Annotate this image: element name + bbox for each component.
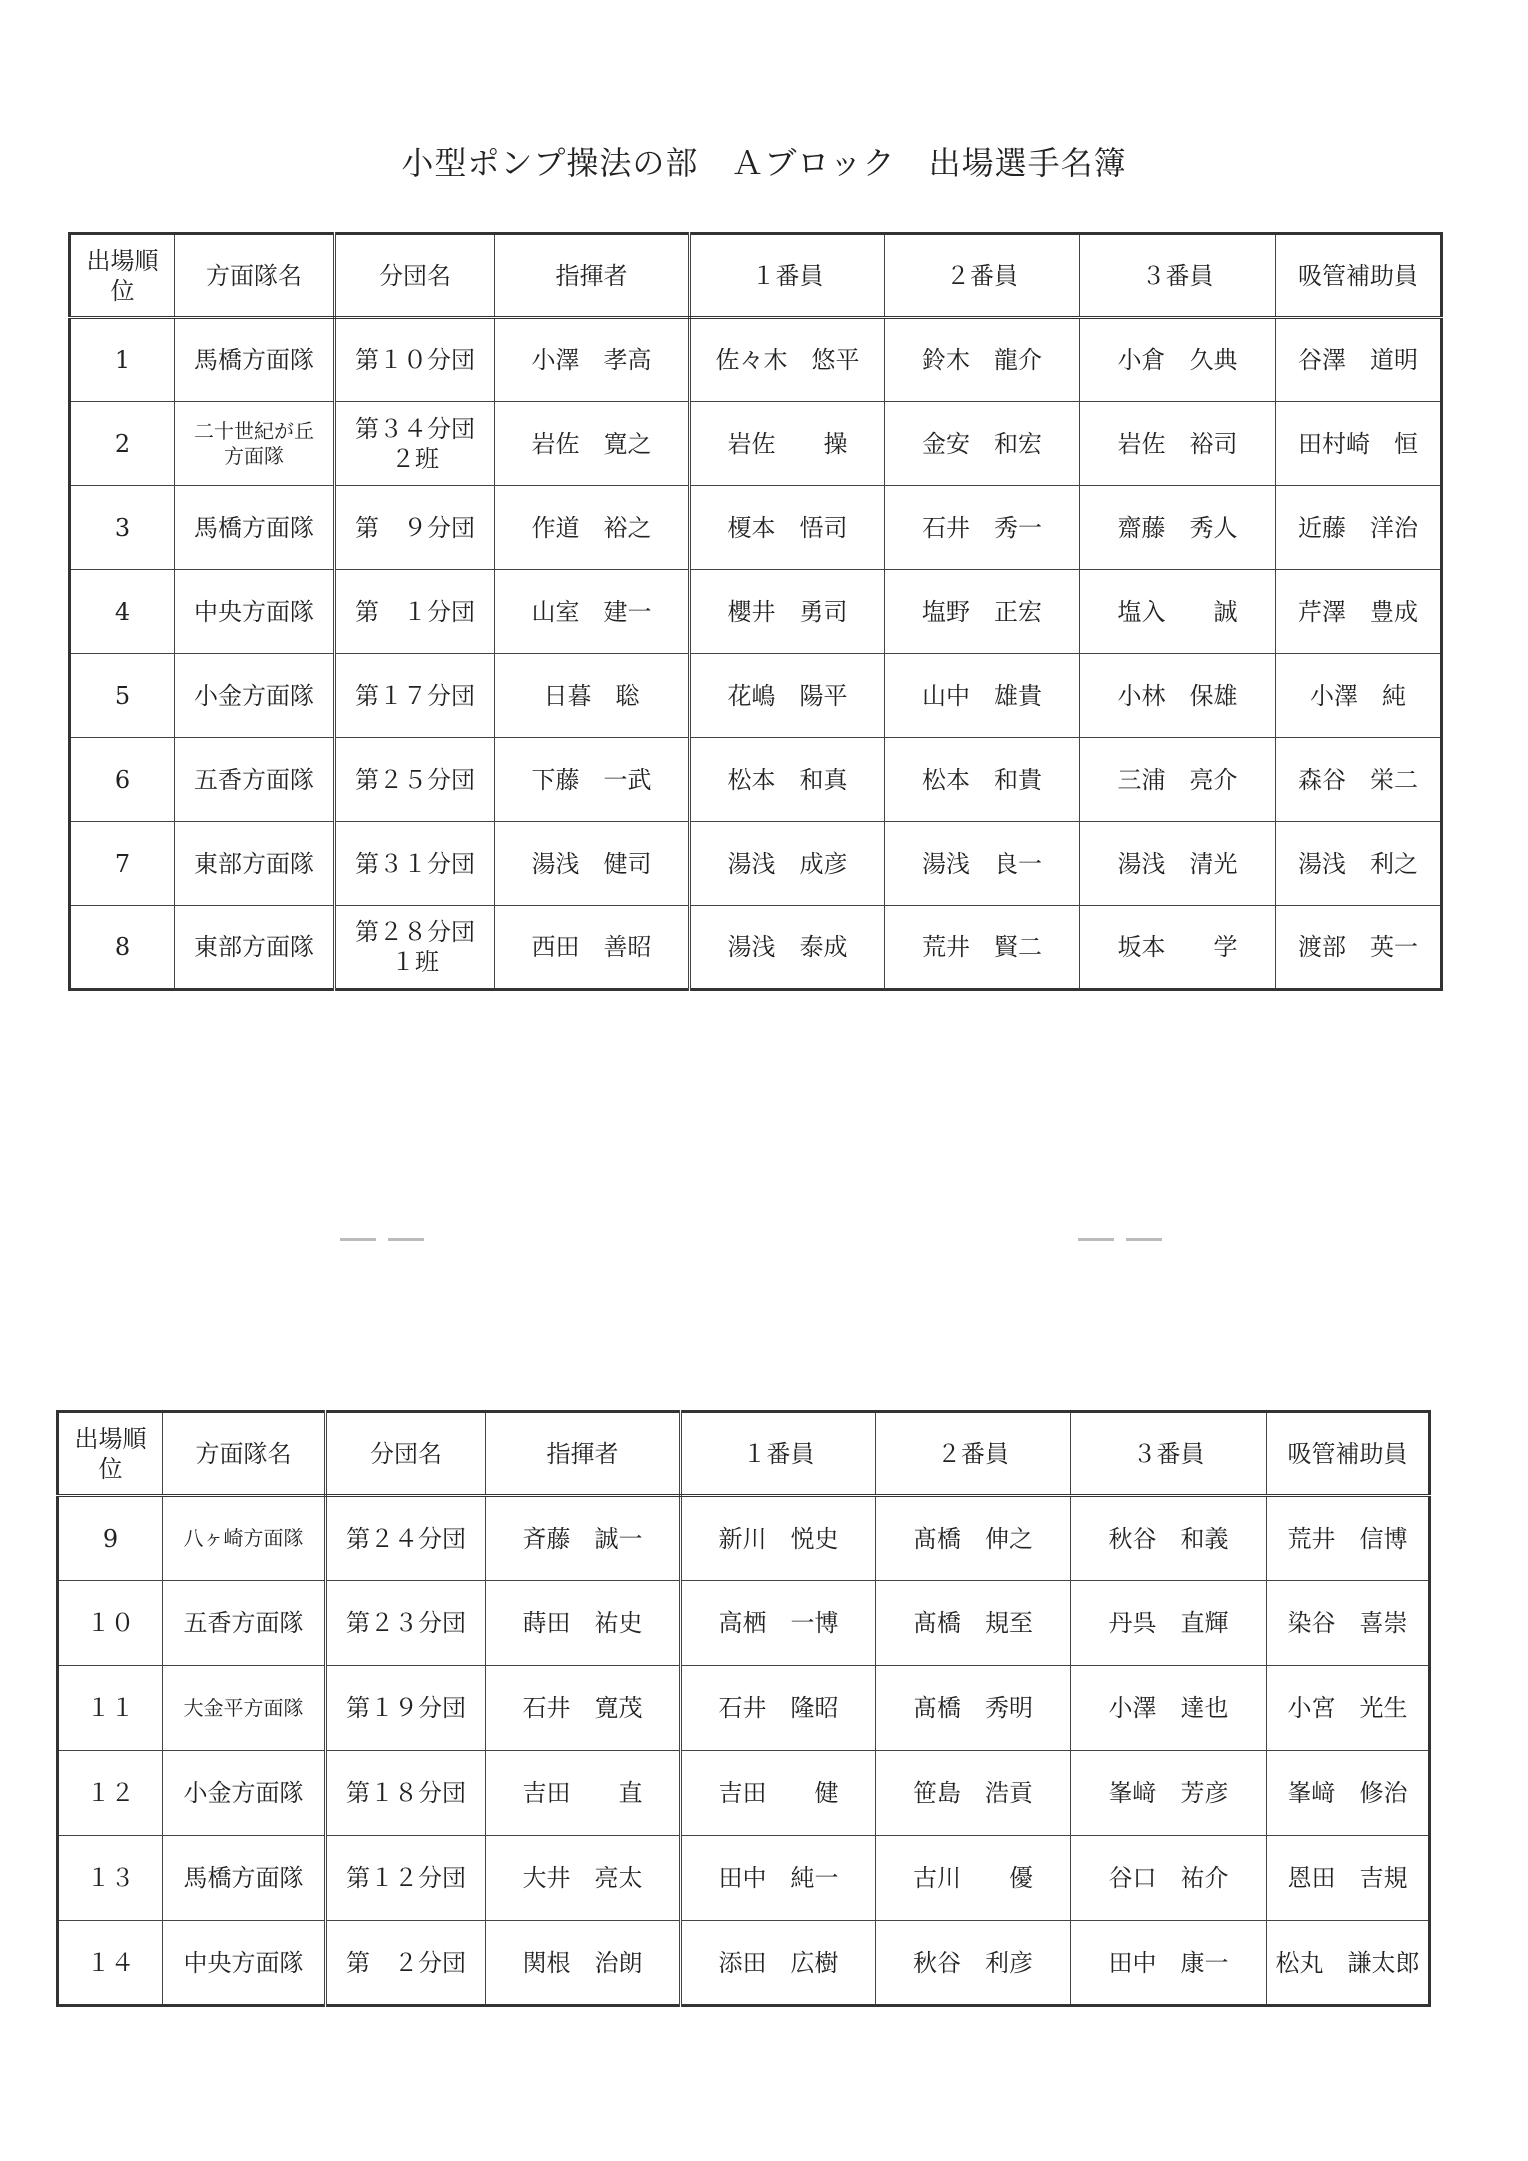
assistant-cell: 松丸 謙太郎 [1267,1921,1430,2006]
member1-cell: 石井 隆昭 [681,1666,876,1751]
commander-cell: 吉田 直 [486,1751,681,1836]
member1-cell: 高栖 一博 [681,1581,876,1666]
member2-cell: 石井 秀一 [885,486,1080,570]
header-member3: ３番員 [1071,1412,1267,1496]
member2-cell: 松本 和貴 [885,738,1080,822]
district-cell: 馬橋方面隊 [175,318,335,402]
commander-cell: 日暮 聡 [495,654,690,738]
member3-cell: 谷口 祐介 [1071,1836,1267,1921]
assistant-cell: 渡部 英一 [1276,906,1442,990]
branch-cell: 第 １分団 [335,570,495,654]
order-cell: １１ [58,1666,163,1751]
member2-cell: 髙橋 伸之 [876,1496,1071,1581]
assistant-cell: 恩田 吉規 [1267,1836,1430,1921]
member2-cell: 湯浅 良一 [885,822,1080,906]
table-row [70,654,1442,738]
member3-cell: 丹呉 直輝 [1071,1581,1267,1666]
member3-cell: 田中 康一 [1071,1921,1267,2006]
branch-cell: 第１０分団 [335,318,495,402]
table-row [58,1751,1430,1836]
member1-cell: 新川 悦史 [681,1496,876,1581]
separator-dash [1078,1238,1114,1241]
header-order: 出場順位 [70,234,175,318]
order-cell: 1 [70,318,175,402]
table-row [58,1666,1430,1751]
member3-cell: 小倉 久典 [1080,318,1276,402]
table-row [70,486,1442,570]
assistant-cell: 近藤 洋治 [1276,486,1442,570]
branch-cell: 第２４分団 [326,1496,486,1581]
member3-cell: 峯﨑 芳彦 [1071,1751,1267,1836]
member3-cell: 小澤 達也 [1071,1666,1267,1751]
assistant-cell: 湯浅 利之 [1276,822,1442,906]
order-cell: 6 [70,738,175,822]
header-assistant: 吸管補助員 [1276,234,1442,318]
member1-cell: 松本 和真 [690,738,885,822]
order-cell: 4 [70,570,175,654]
header-commander: 指揮者 [495,234,690,318]
commander-cell: 石井 寛茂 [486,1666,681,1751]
separator-dash [340,1238,376,1241]
header-branch: 分団名 [335,234,495,318]
district-cell: 東部方面隊 [175,906,335,990]
commander-cell: 関根 治朗 [486,1921,681,2006]
commander-cell: 小澤 孝高 [495,318,690,402]
header-order: 出場順位 [58,1412,163,1496]
district-cell: 五香方面隊 [175,738,335,822]
member3-cell: 小林 保雄 [1080,654,1276,738]
member3-cell: 三浦 亮介 [1080,738,1276,822]
commander-cell: 大井 亮太 [486,1836,681,1921]
table-row [70,402,1442,486]
member3-cell: 岩佐 裕司 [1080,402,1276,486]
assistant-cell: 染谷 喜崇 [1267,1581,1430,1666]
member1-cell: 湯浅 泰成 [690,906,885,990]
commander-cell: 斉藤 誠一 [486,1496,681,1581]
commander-cell: 作道 裕之 [495,486,690,570]
commander-cell: 山室 建一 [495,570,690,654]
order-cell: 5 [70,654,175,738]
member1-cell: 吉田 健 [681,1751,876,1836]
member3-cell: 坂本 学 [1080,906,1276,990]
table-row [70,570,1442,654]
member3-cell: 齋藤 秀人 [1080,486,1276,570]
order-cell: 8 [70,906,175,990]
member1-cell: 櫻井 勇司 [690,570,885,654]
separator-dash [388,1238,424,1241]
table-row [58,1496,1430,1581]
table-header-row [58,1412,1430,1496]
member1-cell: 岩佐 操 [690,402,885,486]
branch-cell: 第３４分団 ２班 [335,402,495,486]
commander-cell: 湯浅 健司 [495,822,690,906]
member2-cell: 髙橋 規至 [876,1581,1071,1666]
table-row [70,318,1442,402]
branch-cell: 第１９分団 [326,1666,486,1751]
district-cell: 馬橋方面隊 [163,1836,326,1921]
assistant-cell: 田村崎 恒 [1276,402,1442,486]
roster-table-1 [68,232,1443,991]
order-cell: 7 [70,822,175,906]
assistant-cell: 荒井 信博 [1267,1496,1430,1581]
branch-cell: 第２５分団 [335,738,495,822]
order-cell: １２ [58,1751,163,1836]
district-cell: 東部方面隊 [175,822,335,906]
table-row [70,906,1442,990]
header-member1: １番員 [690,234,885,318]
member3-cell: 秋谷 和義 [1071,1496,1267,1581]
separator-dash [1126,1238,1162,1241]
header-commander: 指揮者 [486,1412,681,1496]
district-cell: 大金平方面隊 [163,1666,326,1751]
member3-cell: 塩入 誠 [1080,570,1276,654]
district-cell: 中央方面隊 [175,570,335,654]
branch-cell: 第１８分団 [326,1751,486,1836]
member1-cell: 添田 広樹 [681,1921,876,2006]
member2-cell: 荒井 賢二 [885,906,1080,990]
commander-cell: 岩佐 寛之 [495,402,690,486]
header-branch: 分団名 [326,1412,486,1496]
district-cell: 馬橋方面隊 [175,486,335,570]
header-member3: ３番員 [1080,234,1276,318]
branch-cell: 第３１分団 [335,822,495,906]
district-cell: 小金方面隊 [163,1751,326,1836]
branch-cell: 第 ９分団 [335,486,495,570]
assistant-cell: 小澤 純 [1276,654,1442,738]
assistant-cell: 谷澤 道明 [1276,318,1442,402]
member1-cell: 佐々木 悠平 [690,318,885,402]
assistant-cell: 峯﨑 修治 [1267,1751,1430,1836]
branch-cell: 第 ２分団 [326,1921,486,2006]
commander-cell: 西田 善昭 [495,906,690,990]
table-row [70,738,1442,822]
member2-cell: 秋谷 利彦 [876,1921,1071,2006]
member1-cell: 榎本 悟司 [690,486,885,570]
header-member1: １番員 [681,1412,876,1496]
order-cell: 2 [70,402,175,486]
member3-cell: 湯浅 清光 [1080,822,1276,906]
assistant-cell: 小宮 光生 [1267,1666,1430,1751]
member2-cell: 古川 優 [876,1836,1071,1921]
member1-cell: 田中 純一 [681,1836,876,1921]
header-district: 方面隊名 [175,234,335,318]
assistant-cell: 森谷 栄二 [1276,738,1442,822]
member2-cell: 髙橋 秀明 [876,1666,1071,1751]
header-district: 方面隊名 [163,1412,326,1496]
table-row [58,1581,1430,1666]
order-cell: 3 [70,486,175,570]
commander-cell: 蒔田 祐史 [486,1581,681,1666]
table-row [58,1921,1430,2006]
branch-cell: 第１７分団 [335,654,495,738]
branch-cell: 第２３分団 [326,1581,486,1666]
district-cell: 二十世紀が丘 方面隊 [175,402,335,486]
member2-cell: 鈴木 龍介 [885,318,1080,402]
assistant-cell: 芹澤 豊成 [1276,570,1442,654]
order-cell: １０ [58,1581,163,1666]
roster-table-2 [56,1410,1431,2007]
header-assistant: 吸管補助員 [1267,1412,1430,1496]
district-cell: 五香方面隊 [163,1581,326,1666]
table-row [58,1836,1430,1921]
district-cell: 小金方面隊 [175,654,335,738]
commander-cell: 下藤 一武 [495,738,690,822]
order-cell: １３ [58,1836,163,1921]
district-cell: 八ヶ崎方面隊 [163,1496,326,1581]
header-member2: ２番員 [885,234,1080,318]
member1-cell: 湯浅 成彦 [690,822,885,906]
page-title: 小型ポンプ操法の部 Ａブロック 出場選手名簿 [401,144,1127,182]
table-header-row [70,234,1442,318]
member2-cell: 山中 雄貴 [885,654,1080,738]
member2-cell: 塩野 正宏 [885,570,1080,654]
district-cell: 中央方面隊 [163,1921,326,2006]
order-cell: 9 [58,1496,163,1581]
member2-cell: 金安 和宏 [885,402,1080,486]
member1-cell: 花嶋 陽平 [690,654,885,738]
member2-cell: 笹島 浩貢 [876,1751,1071,1836]
header-member2: ２番員 [876,1412,1071,1496]
table-row [70,822,1442,906]
branch-cell: 第２８分団 １班 [335,906,495,990]
order-cell: １４ [58,1921,163,2006]
branch-cell: 第１２分団 [326,1836,486,1921]
